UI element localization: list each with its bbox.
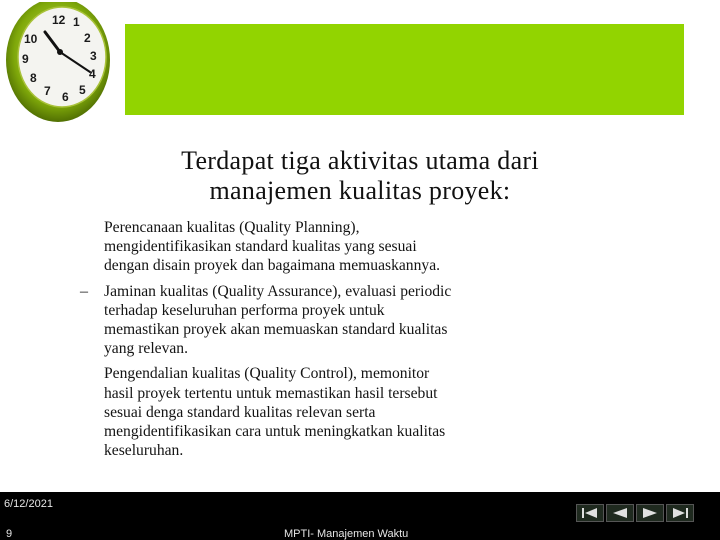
- next-slide-button[interactable]: [636, 504, 664, 522]
- clock-number: 6: [62, 90, 69, 104]
- footer-title: MPTI- Manajemen Waktu: [284, 528, 409, 540]
- slide-navigation: [576, 504, 696, 522]
- bullet-line: mengidentifikasikan standard kualitas yang sesuai: [104, 238, 417, 256]
- clock-number: 9: [22, 52, 29, 66]
- bullet-list: [104, 218, 664, 460]
- bullet-line: Pengendalian kualitas (Quality Control), memonitor: [104, 365, 430, 383]
- next-icon: [641, 507, 659, 519]
- bullet-quality-control: [104, 364, 664, 460]
- prev-icon: [611, 507, 629, 519]
- bullet-line: hasil proyek tertentu untuk memastikan hasil tersebut: [104, 384, 438, 402]
- bullet-dash: –: [80, 283, 88, 300]
- clock-number: 8: [30, 71, 37, 85]
- clock-number: 12: [52, 13, 66, 27]
- bullet-line: memastikan proyek akan memuaskan standard kualitas: [104, 321, 448, 339]
- slide-number: 9: [6, 528, 13, 540]
- first-icon: [581, 507, 599, 519]
- bullet-line: dengan disain proyek dan bagaimana memuaskannya.: [104, 257, 441, 275]
- slide-title: [96, 146, 624, 206]
- bullet-line: Perencanaan kualitas (Quality Planning),: [104, 219, 360, 236]
- bullet-line: keseluruhan.: [104, 442, 184, 460]
- slide-title-line: Terdapat tiga aktivitas utama dari: [181, 146, 539, 175]
- clock-number: 10: [24, 32, 38, 46]
- bullet-line: yang relevan.: [104, 340, 188, 358]
- clock-icon: [2, 2, 110, 128]
- bullet-line: sesuai denga standard kualitas relevan serta: [104, 403, 376, 421]
- first-slide-button[interactable]: [576, 504, 604, 522]
- clock-number: 2: [84, 31, 91, 45]
- clock-number: 1: [73, 15, 80, 29]
- bullet-quality-assurance: [104, 282, 664, 359]
- clock-number: 5: [79, 83, 86, 97]
- header-banner: [125, 24, 684, 115]
- previous-slide-button[interactable]: [606, 504, 634, 522]
- last-icon: [671, 507, 689, 519]
- bullet-line: Jaminan kualitas (Quality Assurance), evaluasi periodic: [104, 282, 452, 300]
- last-slide-button[interactable]: [666, 504, 694, 522]
- slide-title-line: manajemen kualitas proyek:: [209, 176, 511, 205]
- bullet-line: terhadap keseluruhan performa proyek untuk: [104, 301, 385, 319]
- clock-center: [57, 49, 63, 55]
- bullet-quality-planning: [104, 218, 664, 276]
- bullet-line: mengidentifikasikan cara untuk meningkatkan kualitas: [104, 423, 446, 441]
- footer-bar: [0, 492, 720, 540]
- clock-number: 4: [89, 67, 96, 81]
- clock-number: 7: [44, 84, 51, 98]
- footer-date: 6/12/2021: [4, 498, 53, 510]
- clock-number: 3: [90, 49, 97, 63]
